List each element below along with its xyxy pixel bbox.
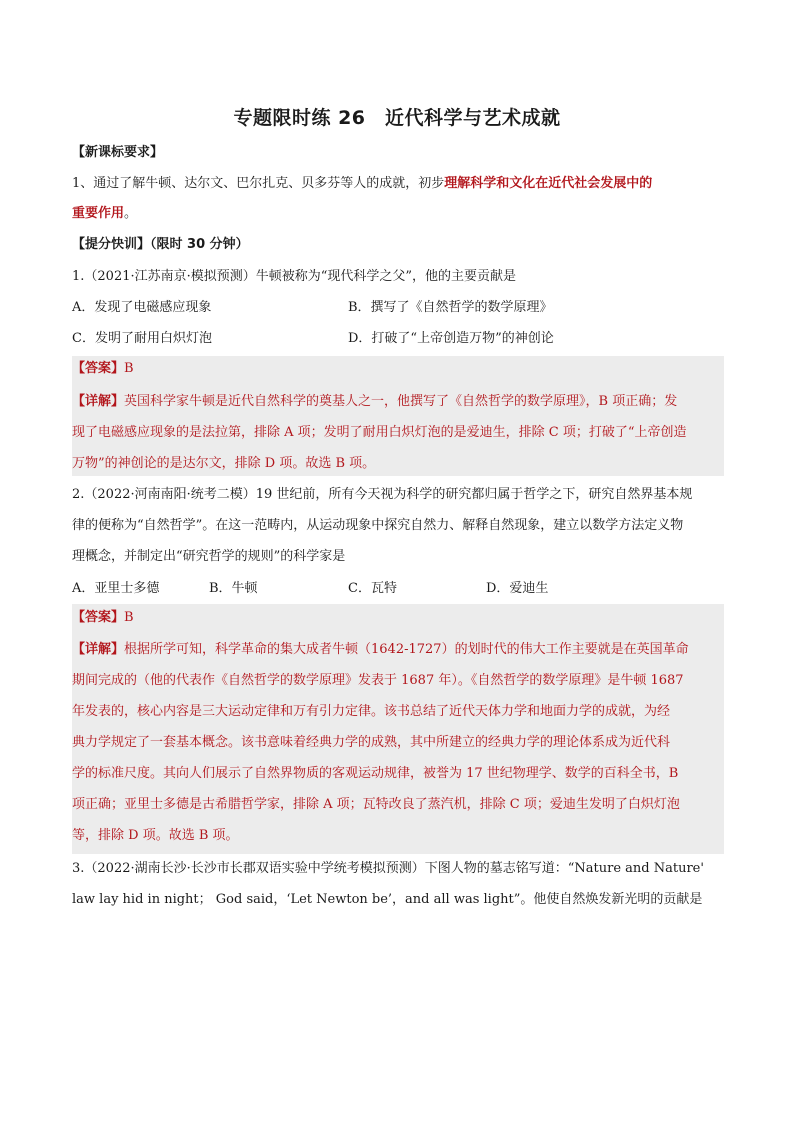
detail-text: 英国科学家牛顿是近代自然科学的奠基人之一，他撰写了《自然哲学的数学原理》，B 项正确；发 <box>124 394 678 409</box>
question-2-stem-line-1: 2.（2022·河南南阳·统考二模）19 世纪前，所有今天视为科学的研究都归属于哲学之下，研究自然界基本规 <box>72 487 693 502</box>
answer-value: B <box>124 610 134 625</box>
question-1-detail-line-3: 万物”的神创论的是达尔文，排除 D 项。故选 B 项。 <box>72 456 376 471</box>
question-1-stem: 1.（2021·江苏南京·模拟预测）牛顿被称为“现代科学之父”，他的主要贡献是 <box>72 269 517 284</box>
question-3-stem-line-1: 3.（2022·湖南长沙·长沙市长郡双语实验中学统考模拟预测）下图人物的墓志铭写道：“Nature and Nature' <box>72 861 704 876</box>
question-1-option-d: D．打破了“上帝创造万物”的神创论 <box>348 331 554 346</box>
question-1-detail-line-1 <box>72 393 726 411</box>
question-2-detail-line-7: 等，排除 D 项。故选 B 项。 <box>72 828 239 843</box>
answer-label: 【答案】 <box>72 361 125 376</box>
detail-label: 【详解】 <box>72 394 125 409</box>
question-2-detail-line-3: 年发表的，核心内容是三大运动定律和万有引力定律。该书总结了近代天体力学和地面力学的成就，为经 <box>72 704 671 719</box>
question-2-detail-line-6: 项正确；亚里士多德是古希腊哲学家，排除 A 项；瓦特改良了蒸汽机，排除 C 项；爱迪生发明了白炽灯泡 <box>72 797 680 812</box>
question-2-stem-line-3: 理概念，并制定出“研究哲学的规则”的科学家是 <box>72 549 346 564</box>
question-2-option-d: D．爱迪生 <box>486 581 549 596</box>
requirement-line-1 <box>72 175 726 193</box>
page-title: 专题限时练 26 近代科学与艺术成就 <box>233 107 561 129</box>
question-2-detail-line-4: 典力学规定了一套基本概念。该书意味着经典力学的成熟，其中所建立的经典力学的理论体系成为近代科 <box>72 735 671 750</box>
requirement-line-2 <box>72 205 726 223</box>
question-2-option-a: A．亚里士多德 <box>72 581 160 596</box>
question-2-option-c: C．瓦特 <box>348 581 397 596</box>
question-1-detail-line-2: 现了电磁感应现象的是法拉第，排除 A 项；发明了耐用白炽灯泡的是爱迪生，排除 C 项；打破了“上帝创造 <box>72 425 687 440</box>
section-header-requirements: 【新课标要求】 <box>72 145 164 160</box>
question-1-option-b: B．撰写了《自然哲学的数学原理》 <box>348 300 553 315</box>
requirement-end: 。 <box>124 206 138 221</box>
question-2-detail-line-1 <box>72 641 726 659</box>
question-1-answer <box>72 360 726 378</box>
answer-value: B <box>124 361 134 376</box>
question-2-stem-line-2: 律的便称为“自然哲学”。在这一范畴内，从运动现象中探究自然力、解释自然现象，建立以数学方法定义物 <box>72 518 684 533</box>
question-1-option-a: A．发现了电磁感应现象 <box>72 300 212 315</box>
question-2-detail-line-2: 期间完成的（他的代表作《自然哲学的数学原理》发表于 1687 年）。《自然哲学的数学原理》是牛顿 1687 <box>72 673 684 688</box>
section-header-practice: 【提分快训】（限时 30 分钟） <box>72 237 249 252</box>
detail-label: 【详解】 <box>72 642 125 657</box>
detail-text: 根据所学可知，科学革命的集大成者牛顿（1642-1727）的划时代的伟大工作主要就是在英国革命 <box>124 642 689 657</box>
answer-label: 【答案】 <box>72 610 125 625</box>
question-2-option-b: B．牛顿 <box>209 581 258 596</box>
requirement-highlight-cont: 重要作用 <box>72 206 125 221</box>
requirement-highlight: 理解科学和文化在近代社会发展中的 <box>444 176 653 191</box>
question-2-detail-line-5: 学的标准尺度。其向人们展示了自然界物质的客观运动规律，被誉为 17 世纪物理学、数学的百科全书，B <box>72 766 679 781</box>
requirement-text: 1、通过了解牛顿、达尔文、巴尔扎克、贝多芬等人的成就，初步 <box>72 176 445 191</box>
question-3-stem-line-2: law lay hid in night； God said，‘Let Newton be’，and all was light”。他使自然焕发新光明的贡献是 <box>72 892 703 907</box>
question-1-option-c: C．发明了耐用白炽灯泡 <box>72 331 212 346</box>
question-2-answer <box>72 609 726 627</box>
